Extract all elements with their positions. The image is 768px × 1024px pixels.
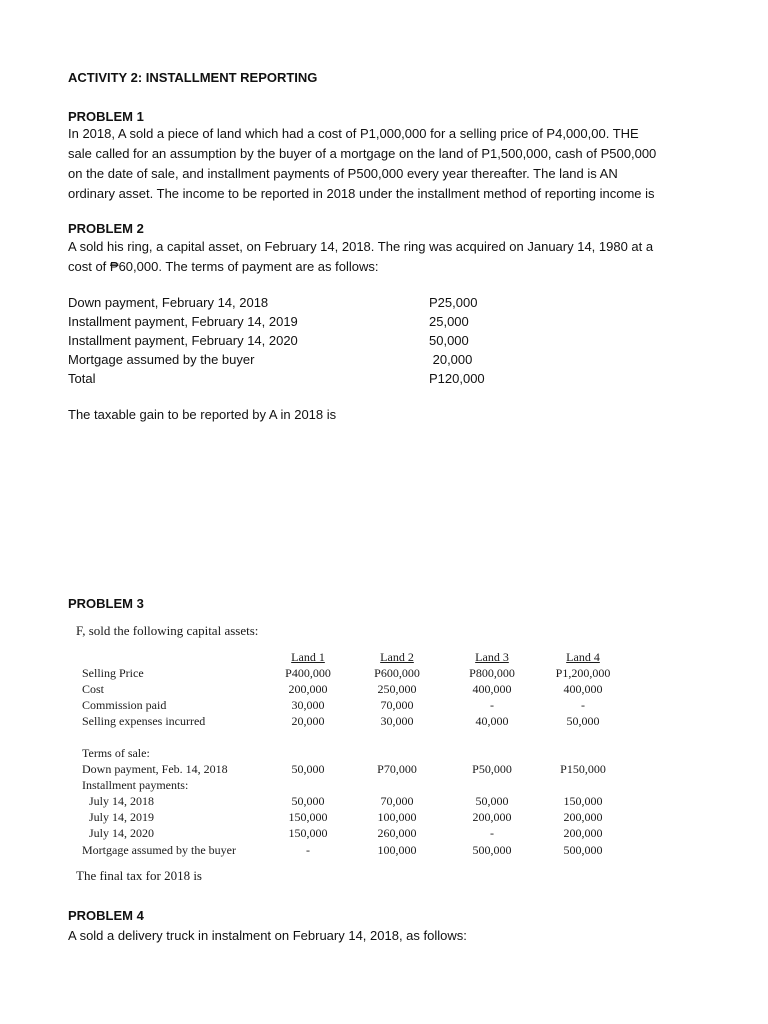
problem2-line: A sold his ring, a capital asset, on February 14, 2018. The ring was acquired on January 14, 1980 at a xyxy=(68,239,654,254)
cell: 150,000 xyxy=(563,794,603,808)
cell: 100,000 xyxy=(377,843,417,857)
row-label: Mortgage assumed by the buyer xyxy=(82,843,236,857)
column-header-land-2: Land 2 xyxy=(380,650,414,664)
cell: 500,000 xyxy=(472,843,512,857)
payment-label: Installment payment, February 14, 2019 xyxy=(68,314,298,329)
problem1-line: sale called for an assumption by the buyer of a mortgage on the land of P1,500,000, cash of P500,000 xyxy=(68,146,657,161)
payment-label: Total xyxy=(68,371,96,386)
cell: 400,000 xyxy=(563,682,603,696)
problem3-heading: PROBLEM 3 xyxy=(68,596,144,611)
cell: P1,200,000 xyxy=(555,666,611,680)
cell: P150,000 xyxy=(560,762,606,776)
cell: 500,000 xyxy=(563,843,603,857)
cell: 200,000 xyxy=(472,810,512,824)
column-header-land-1: Land 1 xyxy=(291,650,325,664)
cell: 70,000 xyxy=(380,698,414,712)
column-header-land-4: Land 4 xyxy=(566,650,600,664)
problem3-question: The final tax for 2018 is xyxy=(76,868,202,883)
cell: 50,000 xyxy=(566,714,600,728)
cell: P50,000 xyxy=(472,762,512,776)
cell: - xyxy=(490,698,494,712)
problem2-question: The taxable gain to be reported by A in 2018 is xyxy=(68,407,337,422)
cell: 30,000 xyxy=(291,698,325,712)
cell: 50,000 xyxy=(291,794,325,808)
problem2-heading: PROBLEM 2 xyxy=(68,221,144,236)
cell: - xyxy=(306,843,310,857)
cell: 150,000 xyxy=(288,826,328,840)
cell: P800,000 xyxy=(469,666,515,680)
row-label: July 14, 2020 xyxy=(89,826,155,840)
cell: 200,000 xyxy=(563,826,603,840)
cell: P600,000 xyxy=(374,666,420,680)
problem4-heading: PROBLEM 4 xyxy=(68,908,144,923)
cell: 30,000 xyxy=(380,714,414,728)
payment-amount: P25,000 xyxy=(429,295,478,310)
payment-label: Installment payment, February 14, 2020 xyxy=(68,333,298,348)
cell: 50,000 xyxy=(475,794,509,808)
row-label: Commission paid xyxy=(82,698,167,712)
problem4-intro: A sold a delivery truck in instalment on February 14, 2018, as follows: xyxy=(68,928,467,943)
row-label: Selling Price xyxy=(82,666,144,680)
payment-label: Down payment, February 14, 2018 xyxy=(68,295,269,310)
problem1-line: on the date of sale, and installment payments of P500,000 every year thereafter. The land is AN xyxy=(68,166,618,181)
activity-title: ACTIVITY 2: INSTALLMENT REPORTING xyxy=(68,70,318,85)
cell: - xyxy=(581,698,585,712)
problem1-heading: PROBLEM 1 xyxy=(68,109,144,124)
cell: - xyxy=(490,826,494,840)
cell: P400,000 xyxy=(285,666,331,680)
row-label: Selling expenses incurred xyxy=(82,714,206,728)
cell: 200,000 xyxy=(288,682,328,696)
cell: 50,000 xyxy=(291,762,325,776)
row-label: Cost xyxy=(82,682,105,696)
cell: 150,000 xyxy=(288,810,328,824)
row-label: Down payment, Feb. 14, 2018 xyxy=(82,762,228,776)
row-label: July 14, 2019 xyxy=(89,810,155,824)
column-header-land-3: Land 3 xyxy=(475,650,509,664)
row-label: Terms of sale: xyxy=(82,746,150,760)
payment-amount: 20,000 xyxy=(429,352,473,367)
cell: 70,000 xyxy=(380,794,414,808)
payment-label: Mortgage assumed by the buyer xyxy=(68,352,255,367)
payment-amount: P120,000 xyxy=(429,371,485,386)
row-label: Installment payments: xyxy=(82,778,189,792)
problem2-line: cost of ₱60,000. The terms of payment are as follows: xyxy=(68,259,379,274)
payment-amount: 50,000 xyxy=(429,333,469,348)
row-label: July 14, 2018 xyxy=(89,794,155,808)
problem1-line: ordinary asset. The income to be reported in 2018 under the installment method of reporting income is xyxy=(68,186,655,201)
cell: 260,000 xyxy=(377,826,417,840)
problem3-intro: F, sold the following capital assets: xyxy=(76,623,259,638)
cell: 400,000 xyxy=(472,682,512,696)
cell: 20,000 xyxy=(291,714,325,728)
problem1-line: In 2018, A sold a piece of land which had a cost of P1,000,000 for a selling price of P4,000,00. THE xyxy=(68,126,639,141)
cell: P70,000 xyxy=(377,762,417,776)
cell: 40,000 xyxy=(475,714,509,728)
payment-amount: 25,000 xyxy=(429,314,469,329)
cell: 200,000 xyxy=(563,810,603,824)
cell: 100,000 xyxy=(377,810,417,824)
cell: 250,000 xyxy=(377,682,417,696)
